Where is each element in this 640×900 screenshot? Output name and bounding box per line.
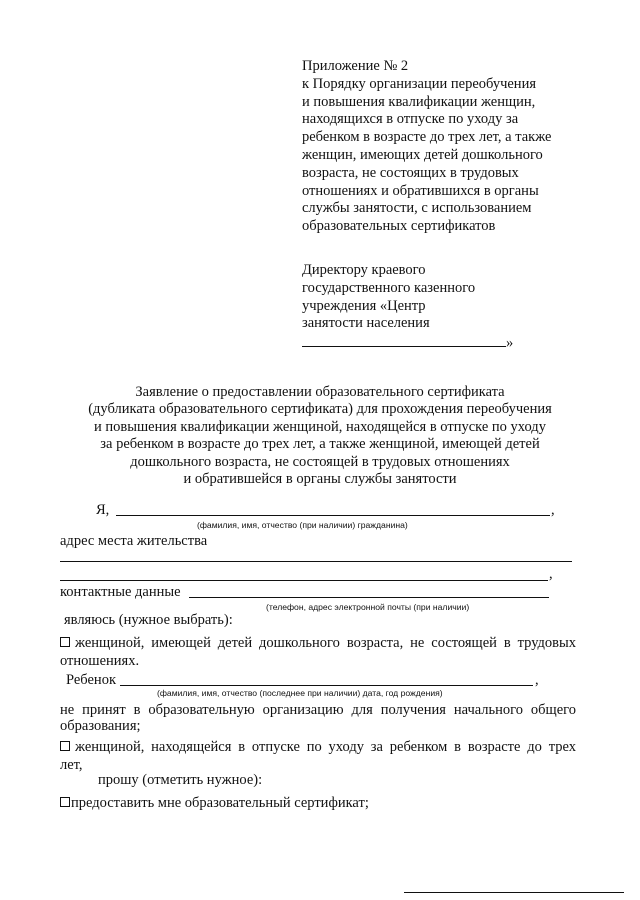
title-line: (дубликата образовательного сертификата) для прохождения переобучения <box>88 401 552 418</box>
option-preschool-text: женщиной, имеющей детей дошкольного возраста, не состоящей в трудовых <box>75 635 576 651</box>
appendix-text-line: и повышения квалификации женщин, <box>302 93 536 110</box>
addressee-line: Директору краевого <box>302 262 426 278</box>
appendix-text-line: возраста, не состоящих в трудовых <box>302 164 519 181</box>
child-info-field[interactable] <box>120 685 533 686</box>
title-line: и повышения квалификации женщиной, находящейся в отпуске по уходу <box>94 418 546 435</box>
contacts-hint: (телефон, адрес электронной почты (при наличии) <box>266 602 470 612</box>
title-line: и обратившейся в органы службы занятости <box>183 471 457 488</box>
applicant-name-hint: (фамилия, имя, отчество (при наличии) гражданина) <box>197 520 408 530</box>
appendix-text-line: ребенком в возрасте до трех лет, а также <box>302 129 552 146</box>
request-option-certificate-row <box>60 795 369 812</box>
request-label: прошу (отметить нужное): <box>98 772 263 788</box>
contacts-label: контактные данные <box>60 584 181 600</box>
appendix-text-line: к Порядку организации переобучения <box>302 75 536 92</box>
being-label: являюсь (нужное выбрать): <box>64 612 233 628</box>
option-leave-checkbox[interactable] <box>60 741 70 751</box>
option-preschool-row <box>60 634 576 652</box>
address-comma: , <box>549 566 553 582</box>
option-leave-row <box>60 738 576 756</box>
address-field-line-1[interactable] <box>60 561 572 562</box>
addressee-block <box>302 262 602 353</box>
appendix-text-line: службы занятости, с использованием <box>302 200 532 217</box>
not-admitted-text-cont: образования; <box>60 718 141 734</box>
addressee-blank-row <box>302 333 602 353</box>
title-line: дошкольного возраста, не состоящей в трудовых отношениях <box>130 453 510 470</box>
addressee-line: государственного казенного <box>302 279 476 296</box>
addressee-line: занятости населения <box>302 315 430 332</box>
addressee-line: учреждения «Центр <box>302 297 426 314</box>
ya-comma: , <box>551 502 555 518</box>
option-preschool-text-cont: отношениях. <box>60 653 140 669</box>
request-certificate-text: предоставить мне образовательный сертификат; <box>71 795 369 811</box>
appendix-text-line: женщин, имеющих детей дошкольного <box>302 146 543 163</box>
contacts-field[interactable] <box>189 597 549 598</box>
child-info-hint: (фамилия, имя, отчество (последнее при наличии) дата, год рождения) <box>157 688 443 698</box>
request-certificate-checkbox[interactable] <box>60 797 70 807</box>
title-line: Заявление о предоставлении образовательного сертификата <box>135 384 505 400</box>
document-title <box>30 384 610 488</box>
option-leave-text-cont: лет, <box>60 757 83 773</box>
address-label: адрес места жительства <box>60 533 208 549</box>
option-preschool-checkbox[interactable] <box>60 637 70 647</box>
child-comma: , <box>535 672 539 688</box>
address-field-line-2[interactable] <box>60 580 548 581</box>
not-admitted-text: не принят в образовательную организацию для получения начального общего <box>60 702 576 718</box>
appendix-text-line: отношениях и обратившихся в органы <box>302 182 539 199</box>
footnote-separator <box>404 892 624 893</box>
child-label: Ребенок <box>66 672 116 688</box>
appendix-text-line: образовательных сертификатов <box>302 218 496 235</box>
appendix-block <box>302 58 602 236</box>
title-line: за ребенком в возрасте до трех лет, а также женщиной, имеющей детей <box>100 436 540 453</box>
appendix-text-line: находящихся в отпуске по уходу за <box>302 111 519 128</box>
closing-quote: » <box>506 335 514 352</box>
center-name-field[interactable] <box>302 333 506 347</box>
ya-label: Я, <box>96 502 110 518</box>
option-leave-text: женщиной, находящейся в отпуске по уходу за ребенком в возрасте до трех <box>75 739 576 755</box>
applicant-name-field[interactable] <box>116 515 550 516</box>
appendix-number: Приложение № 2 <box>302 58 409 74</box>
